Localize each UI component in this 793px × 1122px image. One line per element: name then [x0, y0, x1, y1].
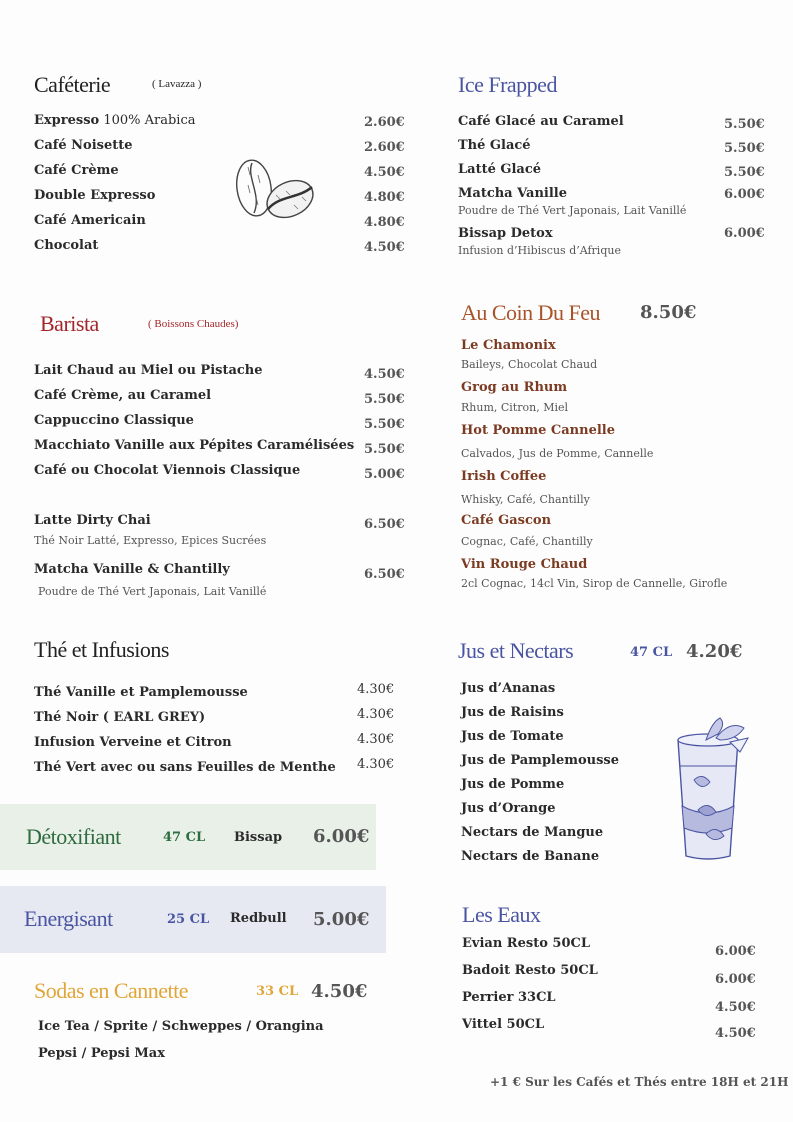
- coin-title: Au Coin Du Feu: [461, 300, 601, 325]
- menu-price: 4.50€: [364, 367, 405, 382]
- list-item: Nectars de Mangue: [461, 825, 604, 840]
- menu-item: Café Americain: [34, 213, 146, 228]
- menu-item: Hot Pomme Cannelle: [461, 423, 615, 438]
- list-item: Jus de Tomate: [461, 729, 564, 744]
- detox-title: Détoxifiant: [26, 824, 121, 849]
- menu-item: Café Gascon: [461, 513, 552, 528]
- coffee-beans-icon: [228, 155, 318, 225]
- menu-item-description: Calvados, Jus de Pomme, Cannelle: [461, 447, 654, 460]
- menu-price: 4.50€: [364, 165, 405, 180]
- menu-item-description: Whisky, Café, Chantilly: [461, 493, 590, 506]
- cocktail-glass-icon: [668, 710, 758, 865]
- list-item: Jus de Pamplemousse: [461, 753, 620, 768]
- detox-name: Bissap: [234, 830, 283, 845]
- jus-price: 4.20€: [686, 641, 743, 662]
- menu-item-description: Baileys, Chocolat Chaud: [461, 358, 598, 371]
- menu-price: 6.50€: [364, 517, 405, 532]
- menu-price: 4.30€: [357, 732, 395, 747]
- menu-price: 2.60€: [364, 140, 405, 155]
- ice-title: Ice Frapped: [458, 72, 557, 97]
- menu-item: Bissap Detox: [458, 226, 553, 241]
- menu-item: Thé Vanille et Pamplemousse: [34, 685, 248, 700]
- menu-item: Café Crème: [34, 163, 119, 178]
- energ-price: 5.00€: [313, 909, 370, 930]
- menu-item: Latté Glacé: [458, 162, 542, 177]
- menu-item: Café ou Chocolat Viennois Classique: [34, 463, 301, 478]
- energ-title: Energisant: [24, 906, 113, 931]
- menu-price: 5.50€: [364, 392, 405, 407]
- menu-item: Café Noisette: [34, 138, 133, 153]
- eaux-title: Les Eaux: [462, 902, 541, 927]
- the-title: Thé et Infusions: [34, 637, 169, 662]
- list-item: Jus d’Ananas: [461, 681, 556, 696]
- menu-item: Double Expresso: [34, 188, 156, 203]
- detox-price: 6.00€: [313, 826, 370, 847]
- menu-price: 5.50€: [364, 417, 405, 432]
- sodas-line: Pepsi / Pepsi Max: [38, 1046, 165, 1061]
- menu-price: 4.80€: [364, 190, 405, 205]
- menu-item: Vin Rouge Chaud: [461, 557, 588, 572]
- menu-price: 4.30€: [357, 707, 395, 722]
- sodas-price: 4.50€: [311, 981, 368, 1002]
- menu-price: 5.00€: [364, 467, 405, 482]
- barista-title: Barista: [40, 311, 99, 336]
- menu-price: 4.30€: [357, 757, 395, 772]
- sodas-volume: 33 CL: [256, 984, 299, 999]
- menu-item: Cappuccino Classique: [34, 413, 194, 428]
- menu-item: Le Chamonix: [461, 338, 556, 353]
- menu-item: Thé Vert avec ou sans Feuilles de Menthe: [34, 760, 336, 775]
- menu-item-description: Rhum, Citron, Miel: [461, 401, 568, 414]
- menu-item-description: Poudre de Thé Vert Japonais, Lait Vanillé: [38, 585, 267, 598]
- list-item: Jus d’Orange: [461, 801, 556, 816]
- menu-price: 4.30€: [357, 682, 395, 697]
- menu-item: Perrier 33CL: [462, 990, 556, 1005]
- menu-item: Grog au Rhum: [461, 380, 568, 395]
- list-item: Nectars de Banane: [461, 849, 600, 864]
- menu-price: 5.50€: [724, 165, 765, 180]
- menu-price: 5.50€: [364, 442, 405, 457]
- menu-price: 6.00€: [715, 944, 756, 959]
- sodas-title: Sodas en Cannette: [34, 978, 189, 1003]
- menu-price: 6.00€: [715, 972, 756, 987]
- menu-item: Thé Noir ( EARL GREY): [34, 710, 206, 725]
- detox-volume: 47 CL: [163, 830, 206, 845]
- menu-price: 6.00€: [724, 187, 765, 202]
- jus-title: Jus et Nectars: [458, 638, 574, 663]
- menu-item: Badoit Resto 50CL: [462, 963, 598, 978]
- list-item: Jus de Pomme: [461, 777, 565, 792]
- menu-price: 4.50€: [364, 240, 405, 255]
- menu-item-description: 2cl Cognac, 14cl Vin, Sirop de Cannelle, Girofle: [461, 577, 728, 590]
- menu-item-description: Infusion d’Hibiscus d’Afrique: [458, 244, 621, 257]
- menu-item: Infusion Verveine et Citron: [34, 735, 232, 750]
- menu-item: Expresso 100% Arabica: [34, 113, 196, 128]
- footer-note: +1 € Sur les Cafés et Thés entre 18H et 21H: [490, 1075, 789, 1089]
- menu-price: 2.60€: [364, 115, 405, 130]
- menu-price: 6.00€: [724, 226, 765, 241]
- menu-item: Vittel 50CL: [462, 1017, 545, 1032]
- menu-item: Chocolat: [34, 238, 99, 253]
- menu-price: 4.50€: [715, 1026, 756, 1041]
- list-item: Jus de Raisins: [461, 705, 564, 720]
- cafeterie-note: ( Lavazza ): [152, 78, 202, 90]
- menu-item: Lait Chaud au Miel ou Pistache: [34, 363, 263, 378]
- barista-note: ( Boissons Chaudes): [148, 318, 239, 330]
- menu-price: 4.80€: [364, 215, 405, 230]
- menu-item: Café Glacé au Caramel: [458, 114, 624, 129]
- energ-volume: 25 CL: [167, 912, 210, 927]
- menu-price: 5.50€: [724, 117, 765, 132]
- menu-item: Latte Dirty Chai: [34, 513, 151, 528]
- jus-volume: 47 CL: [630, 645, 673, 660]
- menu-item-description: Poudre de Thé Vert Japonais, Lait Vanillé: [458, 204, 687, 217]
- coin-price: 8.50€: [640, 302, 697, 323]
- menu-item-description: Cognac, Café, Chantilly: [461, 535, 593, 548]
- menu-price: 4.50€: [715, 1000, 756, 1015]
- menu-item-description: Thé Noir Latté, Expresso, Epices Sucrées: [34, 534, 267, 547]
- menu-item: Matcha Vanille & Chantilly: [34, 562, 230, 577]
- menu-item: Matcha Vanille: [458, 186, 567, 201]
- menu-item: Evian Resto 50CL: [462, 936, 590, 951]
- menu-item: Macchiato Vanille aux Pépites Caramélisées: [34, 438, 355, 453]
- menu-item: Café Crème, au Caramel: [34, 388, 212, 403]
- menu-price: 6.50€: [364, 567, 405, 582]
- menu-item: Thé Glacé: [458, 138, 531, 153]
- cafeterie-title: Caféterie: [34, 72, 111, 97]
- menu-price: 5.50€: [724, 141, 765, 156]
- sodas-line: Ice Tea / Sprite / Schweppes / Orangina: [38, 1019, 324, 1034]
- energ-name: Redbull: [230, 911, 287, 926]
- menu-item: Irish Coffee: [461, 469, 547, 484]
